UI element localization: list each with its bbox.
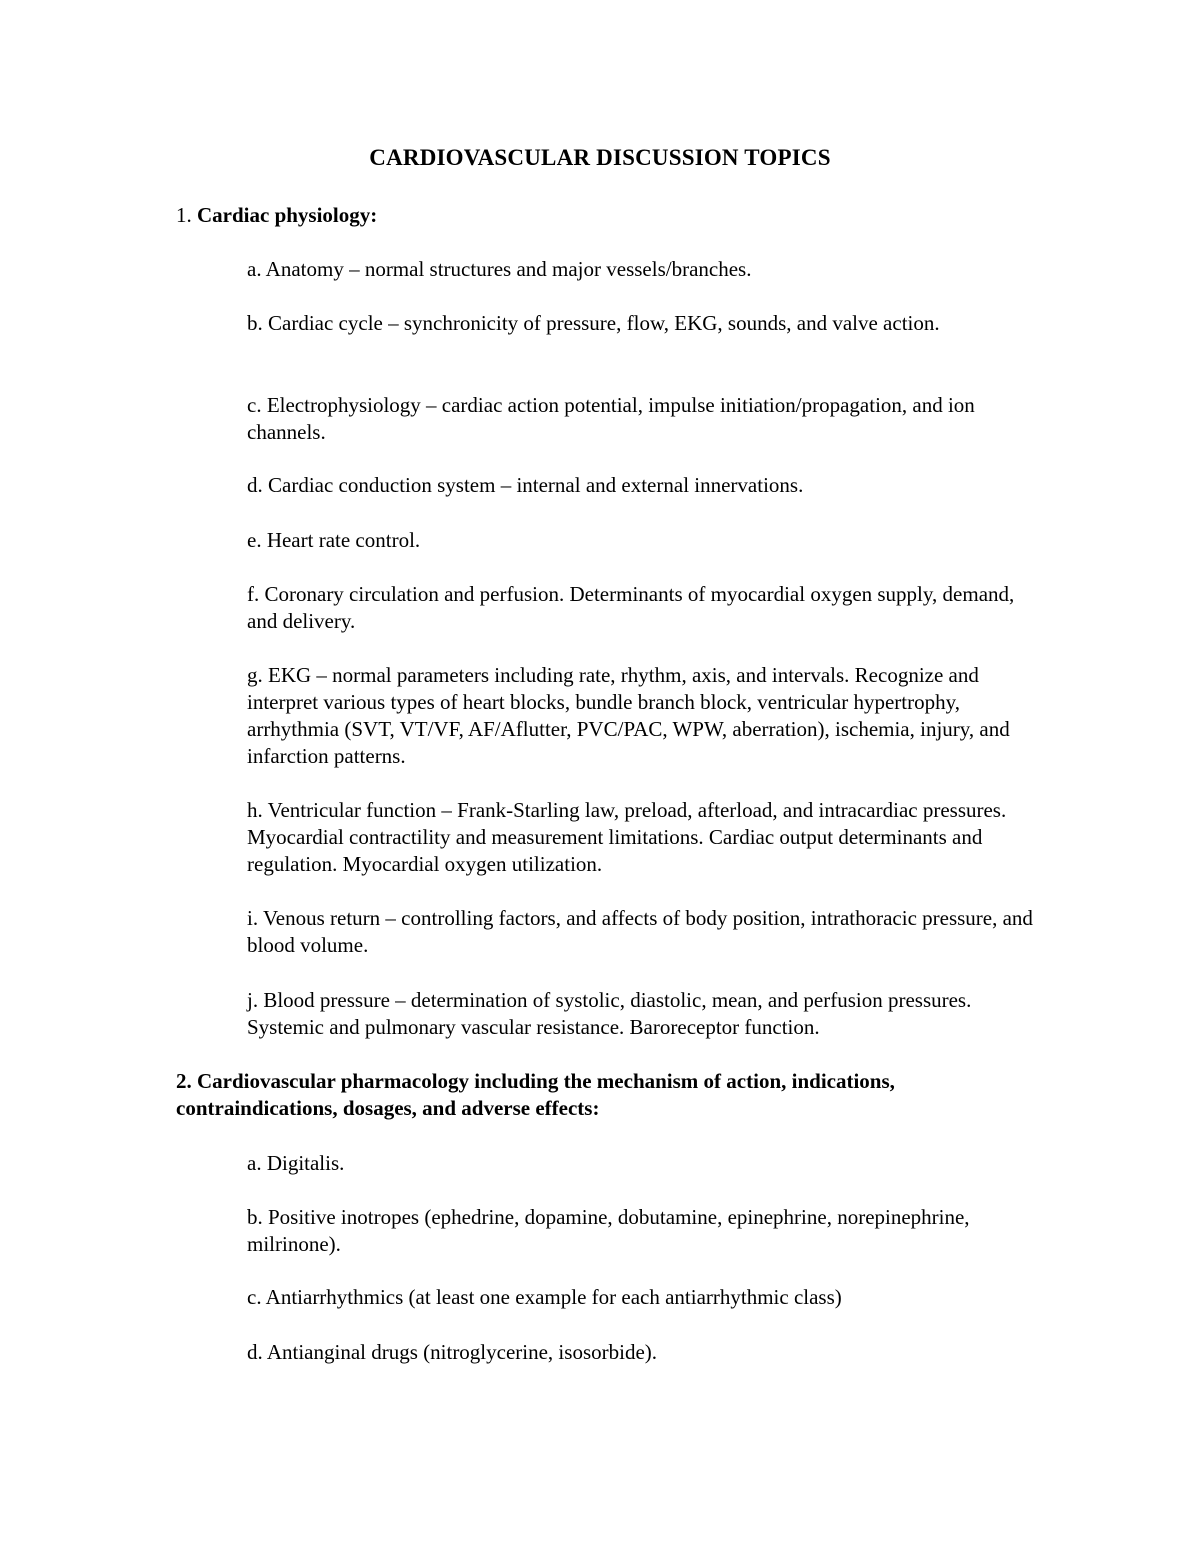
document-title: CARDIOVASCULAR DISCUSSION TOPICS bbox=[369, 145, 831, 170]
list-item-1a: a. Anatomy – normal structures and major vessels/branches. bbox=[247, 257, 752, 281]
list-item-2a: a. Digitalis. bbox=[247, 1151, 345, 1175]
list-item-1g: g. EKG – normal parameters including rate, rhythm, axis, and intervals. Recognize and interpret various types of heart blocks, bundle branch block, ventricular hypertrophy, arrhythmia (SVT, VT/VF, AF/Aflutter, PVC/PAC, WPW, aberration), ischemia, injury, and infarction patterns. bbox=[247, 663, 1010, 768]
section-2-number: 2. bbox=[176, 1069, 192, 1093]
list-item-1h: h. Ventricular function – Frank-Starling law, preload, afterload, and intracardiac pressures. Myocardial contractility and measurement limitations. Cardiac output determinants and regulation. Myocardial oxygen utilization. bbox=[247, 798, 1007, 876]
section-2-title: Cardiovascular pharmacology including the mechanism of action, indications, contraindications, dosages, and adverse effects: bbox=[176, 1069, 895, 1120]
section-1-title: Cardiac physiology: bbox=[197, 203, 378, 227]
list-item-2d: d. Antianginal drugs (nitroglycerine, isosorbide). bbox=[247, 1340, 658, 1364]
list-item-1i: i. Venous return – controlling factors, and affects of body position, intrathoracic pressure, and blood volume. bbox=[247, 906, 1033, 957]
section-1-number: 1. bbox=[176, 203, 192, 227]
section-2-heading bbox=[176, 1068, 1056, 1122]
list-item-1d: d. Cardiac conduction system – internal and external innervations. bbox=[247, 473, 804, 497]
list-item-1b: b. Cardiac cycle – synchronicity of pressure, flow, EKG, sounds, and valve action. bbox=[247, 311, 940, 335]
list-item-1j: j. Blood pressure – determination of systolic, diastolic, mean, and perfusion pressures. Systemic and pulmonary vascular resistance. Baroreceptor function. bbox=[247, 988, 972, 1039]
section-1-heading bbox=[176, 202, 1056, 229]
list-item-1e: e. Heart rate control. bbox=[247, 528, 421, 552]
list-item-2c: c. Antiarrhythmics (at least one example for each antiarrhythmic class) bbox=[247, 1285, 842, 1309]
list-item-1c: c. Electrophysiology – cardiac action potential, impulse initiation/propagation, and ion channels. bbox=[247, 393, 975, 444]
list-item-2b: b. Positive inotropes (ephedrine, dopamine, dobutamine, epinephrine, norepinephrine, milrinone). bbox=[247, 1205, 970, 1256]
list-item-1f: f. Coronary circulation and perfusion. Determinants of myocardial oxygen supply, demand, and delivery. bbox=[247, 582, 1015, 633]
